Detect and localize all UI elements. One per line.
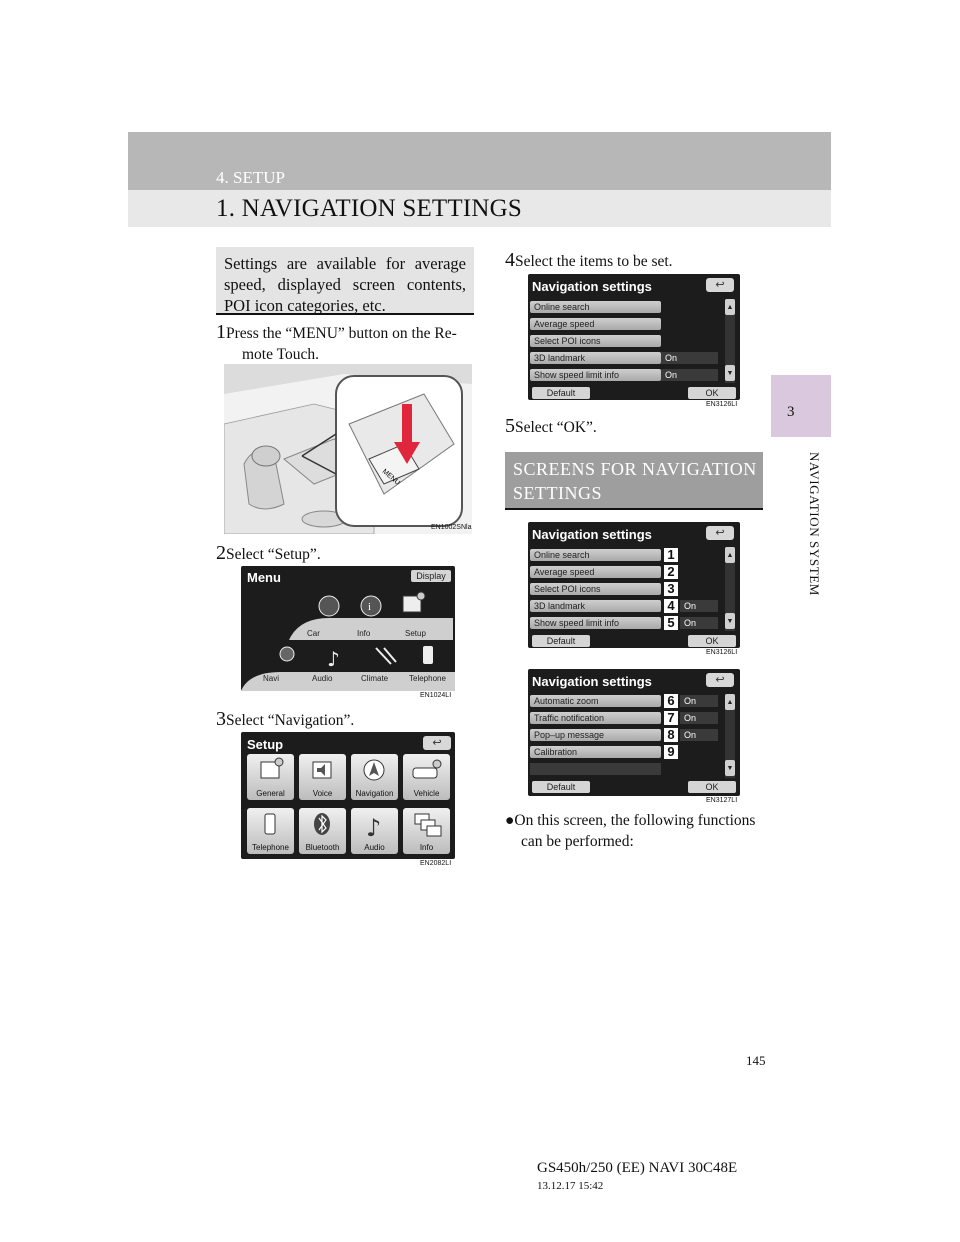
tile-label: Vehicle bbox=[413, 789, 440, 798]
step-text: Select “Setup”. bbox=[226, 546, 321, 563]
row-traffic-notification[interactable]: Traffic notification bbox=[530, 712, 661, 724]
callout-badge: 3 bbox=[664, 582, 678, 596]
screen-title: Navigation settings bbox=[532, 674, 652, 689]
value-popup-message: On bbox=[680, 729, 718, 741]
screen-title: Navigation settings bbox=[532, 279, 652, 294]
callout-badge: 5 bbox=[664, 616, 678, 630]
callout-badge: 8 bbox=[664, 728, 678, 742]
bullet-text: On this screen, the following functions bbox=[514, 812, 756, 829]
value-speed-limit: On bbox=[661, 369, 718, 381]
row-3d-landmark[interactable]: 3D landmark bbox=[530, 352, 661, 364]
setup-screen bbox=[241, 732, 455, 859]
figure-code: EN1002SNla bbox=[431, 524, 472, 531]
back-icon[interactable]: ↩ bbox=[706, 673, 734, 687]
value-traffic-notification: On bbox=[680, 712, 718, 724]
menu-title: Menu bbox=[247, 570, 281, 585]
step-4 bbox=[505, 250, 673, 272]
svg-text:i: i bbox=[368, 601, 372, 613]
scroll-up-icon[interactable]: ▲ bbox=[725, 547, 735, 563]
footer-doc: GS450h/250 (EE) NAVI 30C48E bbox=[537, 1160, 738, 1176]
step-number: 3 bbox=[216, 708, 226, 730]
bullet-icon: ● bbox=[505, 812, 515, 829]
tile-label: Navigation bbox=[355, 789, 394, 798]
nav-settings-screen-2 bbox=[528, 522, 740, 648]
ok-button[interactable]: OK bbox=[688, 635, 736, 647]
remote-touch-illustration bbox=[224, 364, 472, 534]
tile-voice[interactable] bbox=[299, 754, 346, 800]
row-online-search[interactable]: Online search bbox=[530, 301, 661, 313]
tile-label: Info bbox=[419, 843, 434, 852]
chapter-label: NAVIGATION SYSTEM bbox=[807, 452, 822, 596]
tab-car[interactable]: Car bbox=[307, 629, 320, 638]
tab-info[interactable]: Info bbox=[357, 629, 371, 638]
callout-badge: 9 bbox=[664, 745, 678, 759]
screen-title: Navigation settings bbox=[532, 527, 652, 542]
back-icon[interactable]: ↩ bbox=[423, 736, 451, 750]
row-average-speed[interactable]: Average speed bbox=[530, 566, 661, 578]
step-text-cont: mote Touch. bbox=[242, 346, 319, 363]
value-automatic-zoom: On bbox=[680, 695, 718, 707]
display-button[interactable]: Display bbox=[411, 570, 451, 582]
tile-label: Telephone bbox=[252, 843, 289, 852]
callout-badge: 6 bbox=[664, 694, 678, 708]
intro-box bbox=[216, 247, 474, 315]
section-heading: SCREENS FOR NAVIGATION SETTINGS bbox=[505, 452, 763, 510]
step-1 bbox=[216, 322, 478, 365]
empty-row bbox=[530, 763, 661, 775]
tile-navigation[interactable] bbox=[351, 754, 398, 800]
row-automatic-zoom[interactable]: Automatic zoom bbox=[530, 695, 661, 707]
page-title: 1. NAVIGATION SETTINGS bbox=[216, 195, 523, 222]
step-number: 2 bbox=[216, 542, 226, 564]
nav-settings-screen-3 bbox=[528, 669, 740, 796]
chapter-tab bbox=[771, 375, 831, 437]
scroll-down-icon[interactable]: ▼ bbox=[725, 613, 735, 629]
figure-code: EN2082LI bbox=[420, 860, 452, 867]
figure-code: EN3126LI bbox=[706, 401, 738, 408]
scroll-up-icon[interactable]: ▲ bbox=[725, 299, 735, 315]
intro-text: Settings are available for average speed, displayed screen contents, POI icon categories, etc. bbox=[224, 254, 466, 315]
step-number: 5 bbox=[505, 415, 515, 437]
step-text: Press the “MENU” button on the Re- bbox=[226, 325, 457, 342]
figure-code: EN3127LI bbox=[706, 797, 738, 804]
figure-code: EN3126LI bbox=[706, 649, 738, 656]
tile-label: General bbox=[256, 789, 285, 798]
tab-climate[interactable]: Climate bbox=[361, 674, 389, 683]
value-3d-landmark: On bbox=[680, 600, 718, 612]
bullet-note bbox=[505, 810, 767, 852]
ok-button[interactable]: OK bbox=[688, 387, 736, 399]
callout-badge: 2 bbox=[664, 565, 678, 579]
row-popup-message[interactable]: Pop–up message bbox=[530, 729, 661, 741]
tile-general[interactable] bbox=[247, 754, 294, 800]
callout-badge: 7 bbox=[664, 711, 678, 725]
row-3d-landmark[interactable]: 3D landmark bbox=[530, 600, 661, 612]
row-online-search[interactable]: Online search bbox=[530, 549, 661, 561]
remote-touch-figure bbox=[224, 364, 472, 534]
tile-audio[interactable] bbox=[351, 808, 398, 854]
row-calibration[interactable]: Calibration bbox=[530, 746, 661, 758]
menu-screen bbox=[241, 566, 455, 691]
row-average-speed[interactable]: Average speed bbox=[530, 318, 661, 330]
step-3 bbox=[216, 709, 354, 731]
navigation-icon bbox=[351, 754, 398, 788]
tab-navi[interactable]: Navi bbox=[263, 674, 280, 683]
step-number: 4 bbox=[505, 249, 515, 271]
nav-settings-screen-1 bbox=[528, 274, 740, 400]
chapter-number: 3 bbox=[787, 404, 795, 420]
row-select-poi-icons[interactable]: Select POI icons bbox=[530, 583, 661, 595]
step-text: Select “Navigation”. bbox=[226, 712, 355, 729]
scroll-up-icon[interactable]: ▲ bbox=[725, 694, 735, 710]
tile-label: Voice bbox=[312, 789, 333, 798]
tile-label: Audio bbox=[364, 843, 385, 852]
figure-code: EN1024LI bbox=[420, 692, 452, 699]
callout-badge: 1 bbox=[664, 548, 678, 562]
voice-icon bbox=[299, 754, 346, 788]
telephone-icon bbox=[247, 808, 294, 842]
row-show-speed-limit[interactable]: Show speed limit info bbox=[530, 617, 661, 629]
vehicle-icon bbox=[403, 754, 450, 788]
scroll-down-icon[interactable]: ▼ bbox=[725, 365, 735, 381]
tile-bluetooth[interactable] bbox=[299, 808, 346, 854]
value-speed-limit: On bbox=[680, 617, 718, 629]
setup-title: Setup bbox=[247, 737, 284, 752]
svg-text:♪: ♪ bbox=[366, 814, 382, 842]
section-label: 4. SETUP bbox=[216, 168, 285, 187]
tab-audio[interactable]: Audio bbox=[312, 674, 333, 683]
tile-vehicle[interactable] bbox=[403, 754, 450, 800]
info-icon bbox=[403, 808, 450, 842]
default-button[interactable]: Default bbox=[532, 635, 590, 647]
step-number: 1 bbox=[216, 321, 226, 343]
tile-label: Bluetooth bbox=[305, 843, 340, 852]
audio-icon bbox=[351, 808, 398, 842]
callout-badge: 4 bbox=[664, 599, 678, 613]
footer-timestamp: 13.12.17 15:42 bbox=[537, 1180, 604, 1192]
general-icon bbox=[247, 754, 294, 788]
scroll-down-icon[interactable]: ▼ bbox=[725, 760, 735, 776]
tile-info[interactable] bbox=[403, 808, 450, 854]
step-5 bbox=[505, 416, 597, 438]
row-select-poi-icons[interactable]: Select POI icons bbox=[530, 335, 661, 347]
menu-button-label: MENU bbox=[380, 468, 402, 487]
value-3d-landmark: On bbox=[661, 352, 718, 364]
menu-bottom-row bbox=[241, 644, 455, 691]
back-icon[interactable]: ↩ bbox=[706, 278, 734, 292]
svg-text:♪: ♪ bbox=[327, 647, 340, 671]
ok-button[interactable]: OK bbox=[688, 781, 736, 793]
back-icon[interactable]: ↩ bbox=[706, 526, 734, 540]
tile-telephone[interactable] bbox=[247, 808, 294, 854]
step-text: Select the items to be set. bbox=[515, 253, 673, 270]
row-show-speed-limit[interactable]: Show speed limit info bbox=[530, 369, 661, 381]
tab-telephone[interactable]: Telephone bbox=[409, 674, 446, 683]
default-button[interactable]: Default bbox=[532, 781, 590, 793]
default-button[interactable]: Default bbox=[532, 387, 590, 399]
tab-setup[interactable]: Setup bbox=[405, 629, 426, 638]
bluetooth-icon bbox=[299, 808, 346, 842]
step-text: Select “OK”. bbox=[515, 419, 597, 436]
step-2 bbox=[216, 543, 321, 565]
page-number: 145 bbox=[746, 1053, 766, 1068]
menu-bottom-icons bbox=[241, 644, 455, 691]
bullet-text-cont: can be performed: bbox=[521, 833, 634, 850]
